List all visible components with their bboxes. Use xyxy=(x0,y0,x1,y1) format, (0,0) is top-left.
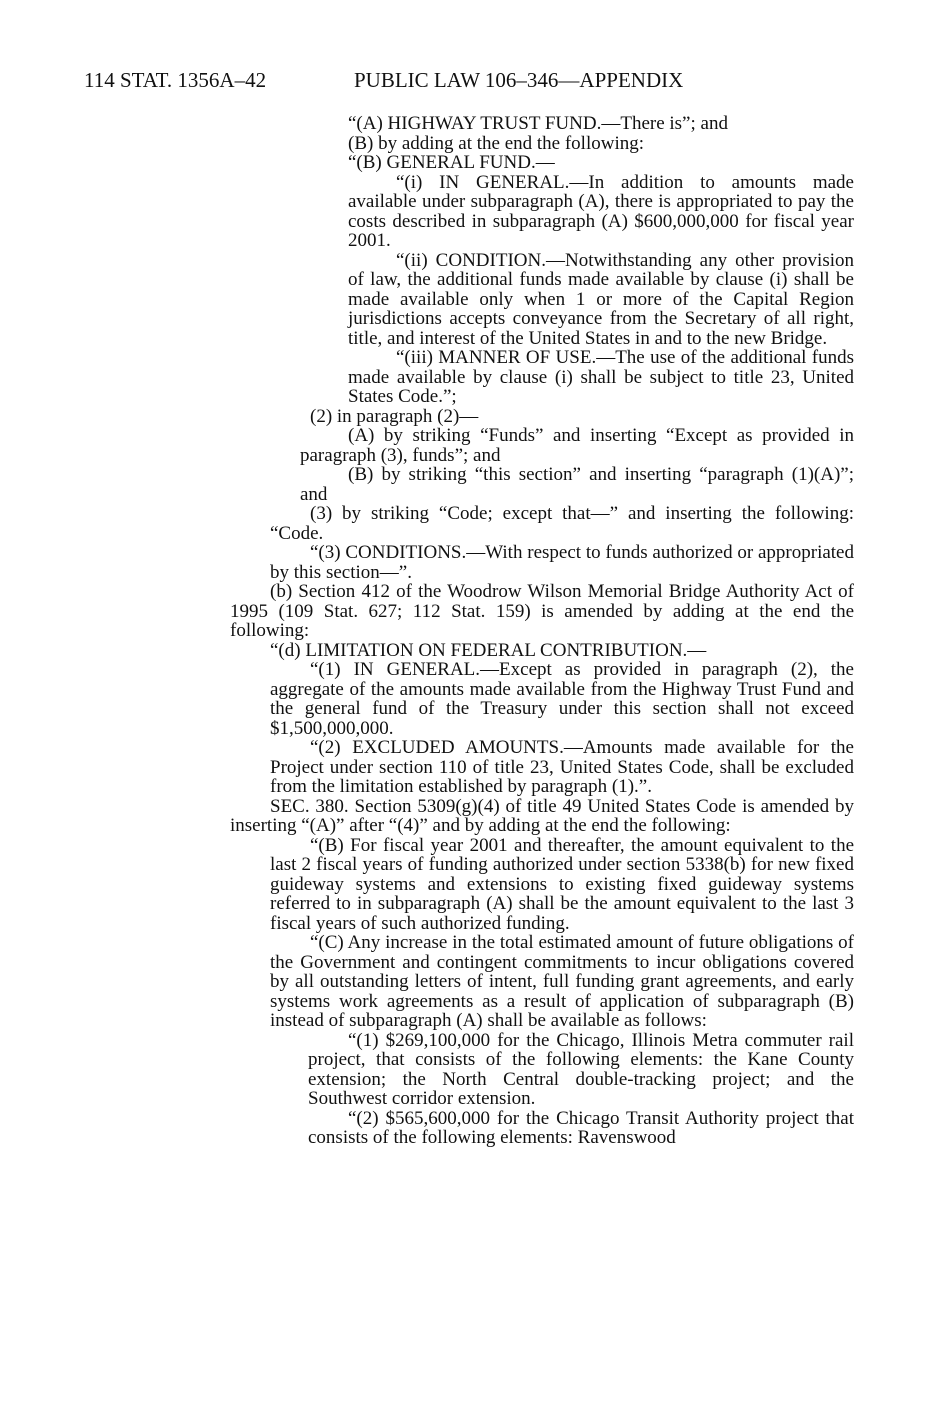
page-header xyxy=(84,68,864,98)
clause-i-in-general: “(i) IN GENERAL.—In addition to amounts made available under subparagraph (A), there is appropriated to pay the costs described in subparagraph (A) $600,000,000 for fiscal year 2001. xyxy=(348,171,854,251)
paragraph-1-in-general: “(1) IN GENERAL.—Except as provided in paragraph (2), the aggregate of the amounts made available from the Highway Trust Fund and the general fund of the Treasury under this section shall not exceed $1,500,000,000. xyxy=(270,659,854,739)
page-reference: 114 STAT. 1356A–42 xyxy=(84,68,267,92)
item-2-cta: “(2) $565,600,000 for the Chicago Transit Authority project that consists of the following elements: Ravenswood xyxy=(308,1107,854,1148)
clause-iii-manner-of-use: “(iii) MANNER OF USE.—The use of the additional funds made available by clause (i) shall be subject to title 23, United States Code.”; xyxy=(348,347,854,407)
paragraph-b-adding: (B) by adding at the end the following: xyxy=(348,132,645,154)
clause-ii-condition: “(ii) CONDITION.—Notwithstanding any other provision of law, the additional funds made available by clause (i) shall be made available only when 1 or more of the Capital Region jurisdictions accepts conveyance from the Secretary of all right, title, and interest of the United States in and to the new Bridge. xyxy=(348,249,854,349)
subparagraph-b-fiscal-year: “(B) For fiscal year 2001 and thereafter, the amount equivalent to the last 2 fiscal years of funding authorized under section 5338(b) for new fixed guideway systems and extensions to existing fixed guideway systems referred to in subparagraph (A) shall be the amount equivalent to the last 3 fiscal years of such authorized funding. xyxy=(270,834,854,934)
item-3-striking-code: (3) by striking “Code; except that—” and inserting the following: “Code. xyxy=(270,503,854,544)
item-b-striking-this-section: (B) by striking “this section” and inserting “paragraph (1)(A)”; and xyxy=(300,464,854,505)
section-b-412: (b) Section 412 of the Woodrow Wilson Memorial Bridge Authority Act of 1995 (109 Stat. 627; 112 Stat. 159) is amended by adding at the end the following: xyxy=(230,581,854,641)
paragraph-2-excluded-amounts: “(2) EXCLUDED AMOUNTS.—Amounts made available for the Project under section 110 of title 23, United States Code, shall be excluded from the limitation established by paragraph (1).”. xyxy=(270,737,854,797)
item-2-paragraph-2: (2) in paragraph (2)— xyxy=(310,405,479,427)
item-a-striking-funds: (A) by striking “Funds” and inserting “Except as provided in paragraph (3), funds”; and xyxy=(300,425,854,466)
item-3-conditions: “(3) CONDITIONS.—With respect to funds authorized or appropriated by this section—”. xyxy=(270,542,854,583)
paragraph-b-general-fund: “(B) GENERAL FUND.— xyxy=(348,152,555,173)
subsection-d-limitation: “(d) LIMITATION ON FEDERAL CONTRIBUTION.— xyxy=(270,639,707,661)
section-380: SEC. 380. Section 5309(g)(4) of title 49 United States Code is amended by inserting “(A)” after “(4)” and by adding at the end the following: xyxy=(230,795,854,836)
subparagraph-c-increase: “(C) Any increase in the total estimated amount of future obligations of the Government and contingent commitments to incur obligations covered by all outstanding letters of intent, full funding grant agreements, and early systems work agreements as a result of application of subparagraph (B) instead of subparagraph (A) shall be available as follows: xyxy=(270,932,854,1031)
item-1-metra: “(1) $269,100,000 for the Chicago, Illinois Metra commuter rail project, that consists of the following elements: the Kane County extension; the North Central double-tracking project; and the Southwest corridor extension. xyxy=(308,1029,854,1109)
law-title: PUBLIC LAW 106–346—APPENDIX xyxy=(354,68,684,92)
document-body xyxy=(0,114,946,1148)
paragraph-a-highway-trust-fund: “(A) HIGHWAY TRUST FUND.—There is”; and xyxy=(348,113,728,134)
